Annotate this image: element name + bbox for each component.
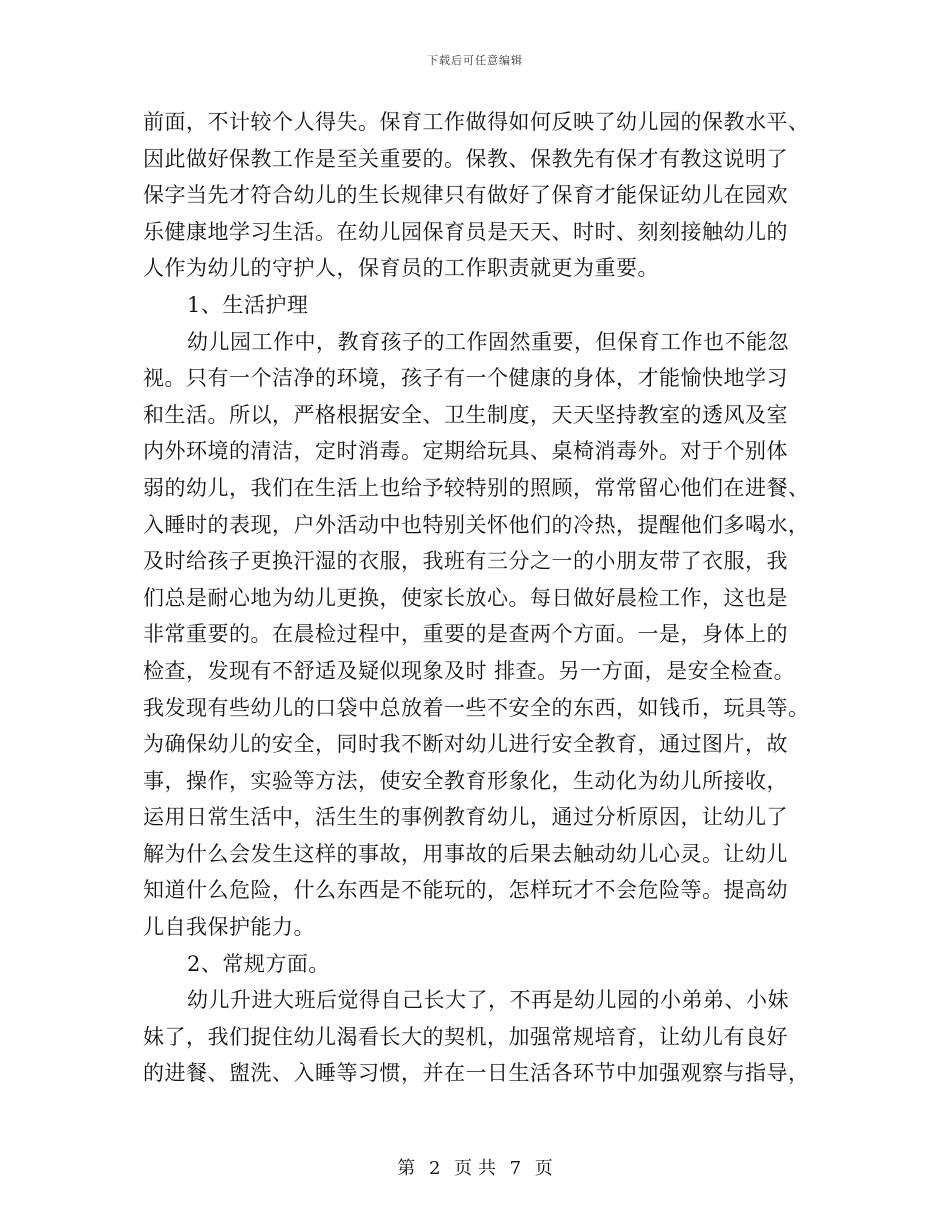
paragraph-line: 我发现有些幼儿的口袋中总放着一些不安全的东西，如钱币，玩具等。 (143, 695, 810, 720)
page-header: 下载后可任意编辑 (427, 54, 523, 67)
paragraph-line: 解为什么会发生这样的事故，用事故的后果去触动幼儿心灵。让幼儿 (143, 841, 788, 866)
paragraph-line: 视。只有一个洁净的环境，孩子有一个健康的身体，才能愉快地学习 (143, 366, 788, 391)
section-heading-routine: 2、常规方面。 (187, 951, 330, 976)
paragraph-line: 检查，发现有不舒适及疑似现象及时 排查。另一方面，是安全检查。 (143, 658, 796, 683)
document-body (143, 104, 813, 1092)
paragraph-line: 妹了，我们捉住幼儿渴看长大的契机，加强常规培育，让幼儿有良好 (143, 1024, 788, 1049)
paragraph-line: 非常重要的。在晨检过程中，重要的是查两个方面。一是，身体上的 (143, 622, 788, 647)
paragraph-line: 运用日常生活中，活生生的事例教育幼儿，通过分析原因，让幼儿了 (143, 805, 788, 830)
paragraph-line: 弱的幼儿，我们在生活上也给予较特别的照顾，常常留心他们在进餐、 (143, 475, 810, 500)
paragraph-line: 为确保幼儿的安全，同时我不断对幼儿进行安全教育，通过图片，故 (143, 732, 788, 757)
paragraph-line: 们总是耐心地为幼儿更换，使家长放心。每日做好晨检工作，这也是 (143, 585, 788, 610)
paragraph-line: 因此做好保教工作是至关重要的。保教、保教先有保才有教这说明了 (143, 146, 788, 171)
paragraph-line: 保字当先才符合幼儿的生长规律只有做好了保育才能保证幼儿在园欢 (143, 183, 788, 208)
paragraph-line: 幼儿园工作中，教育孩子的工作固然重要，但保育工作也不能忽 (187, 329, 789, 354)
paragraph-line: 儿自我保护能力。 (143, 915, 315, 940)
page-footer (0, 1154, 950, 1180)
paragraph-line: 人作为幼儿的守护人，保育员的工作职责就更为重要。 (143, 256, 659, 281)
paragraph-line: 的进餐、盥洗、入睡等习惯，并在一日生活各环节中加强观察与指导， (143, 1061, 810, 1086)
paragraph-line: 乐健康地学习生活。在幼儿园保育员是天天、时时、刻刻接触幼儿的 (143, 219, 788, 244)
footer-prefix: 第 (397, 1158, 416, 1179)
section-heading-life-care: 1、生活护理 (187, 292, 309, 317)
footer-suffix: 页 (534, 1158, 553, 1179)
footer-middle: 页 共 (454, 1158, 496, 1179)
paragraph-line: 入睡时的表现，户外活动中也特别关怀他们的冷热，提醒他们多喝水， (143, 512, 810, 537)
paragraph-line: 事，操作，实验等方法，使安全教育形象化，生动化为幼儿所接收， (143, 768, 788, 793)
paragraph-line: 前面，不计较个人得失。保育工作做得如何反映了幼儿园的保教水平、 (143, 110, 810, 134)
paragraph-line: 幼儿升进大班后觉得自己长大了，不再是幼儿园的小弟弟、小妹 (187, 988, 789, 1013)
footer-total-pages: 7 (509, 1158, 522, 1179)
paragraph-line: 知道什么危险，什么东西是不能玩的，怎样玩才不会危险等。提高幼 (143, 878, 788, 903)
footer-current-page: 2 (428, 1158, 441, 1179)
paragraph-line: 内外环境的清洁，定时消毒。定期给玩具、桌椅消毒外。对于个别体 (143, 439, 788, 464)
paragraph-line: 及时给孩子更换汗湿的衣服，我班有三分之一的小朋友带了衣服，我 (143, 549, 788, 574)
paragraph-line: 和生活。所以，严格根据安全、卫生制度，天天坚持教室的透风及室 (143, 402, 788, 427)
